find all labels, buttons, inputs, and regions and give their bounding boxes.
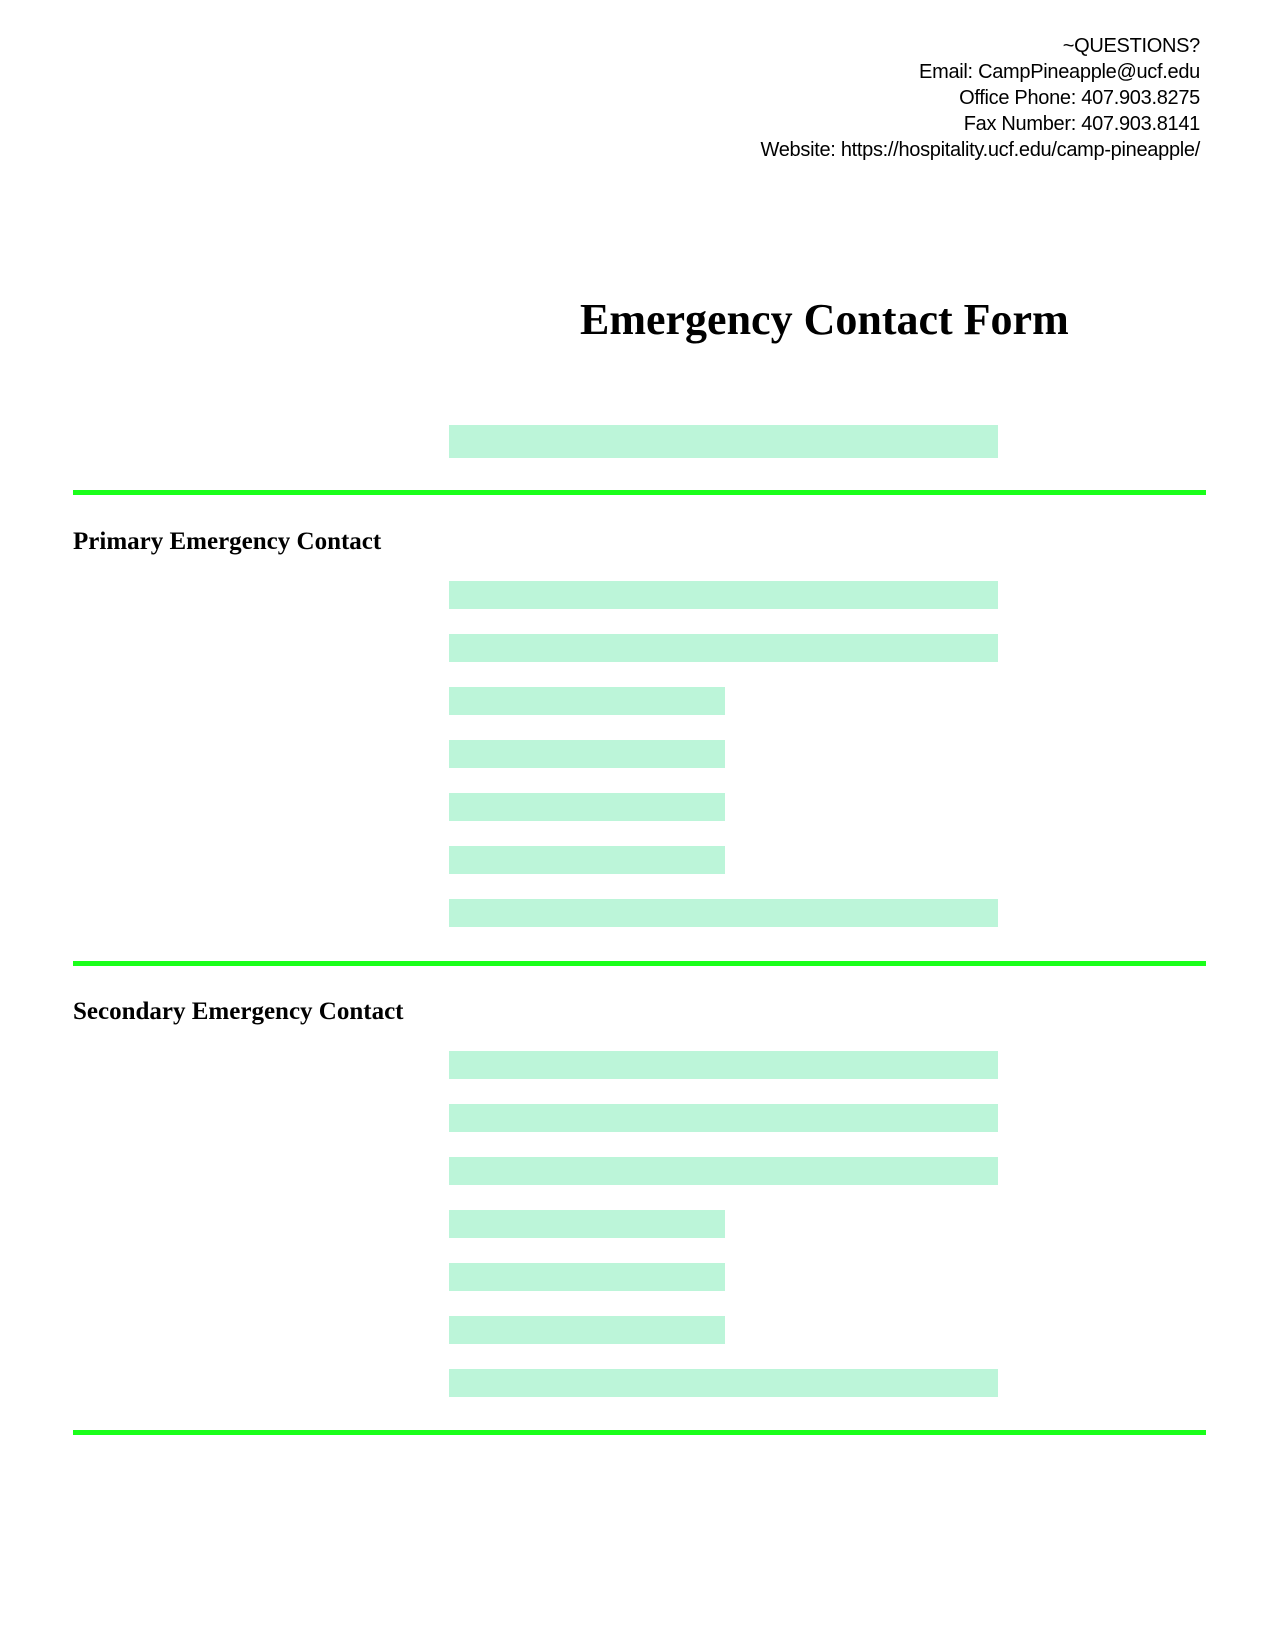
questions-heading: ~QUESTIONS? <box>1062 35 1200 57</box>
secondary-first-name-input[interactable] <box>449 1051 998 1079</box>
primary-last-name-input[interactable] <box>449 634 998 662</box>
contact-info <box>600 33 1200 163</box>
divider-line <box>73 1430 1206 1435</box>
secondary-section-heading: Secondary Emergency Contact <box>73 998 404 1025</box>
divider-line <box>73 490 1206 495</box>
primary-email-input[interactable] <box>449 899 998 927</box>
secondary-home-phone-input[interactable] <box>449 1210 725 1238</box>
secondary-last-name-input[interactable] <box>449 1104 998 1132</box>
contact-email: Email: CampPineapple@ucf.edu <box>919 61 1200 83</box>
primary-section-heading: Primary Emergency Contact <box>73 528 382 555</box>
camper-name-input[interactable] <box>449 425 998 458</box>
primary-relationship-input[interactable] <box>449 687 725 715</box>
primary-first-name-input[interactable] <box>449 581 998 609</box>
secondary-email-input[interactable] <box>449 1369 998 1397</box>
primary-work-phone-input[interactable] <box>449 846 725 874</box>
contact-website: Website: https://hospitality.ucf.edu/camp-pineapple/ <box>760 139 1200 161</box>
contact-fax: Fax Number: 407.903.8141 <box>963 113 1200 135</box>
primary-home-phone-input[interactable] <box>449 740 725 768</box>
page-title: Emergency Contact Form <box>580 295 1069 344</box>
contact-office-phone: Office Phone: 407.903.8275 <box>959 87 1200 109</box>
divider-line <box>73 961 1206 966</box>
secondary-cell-phone-input[interactable] <box>449 1263 725 1291</box>
primary-cell-phone-input[interactable] <box>449 793 725 821</box>
secondary-work-phone-input[interactable] <box>449 1316 725 1344</box>
secondary-relationship-input[interactable] <box>449 1157 998 1185</box>
